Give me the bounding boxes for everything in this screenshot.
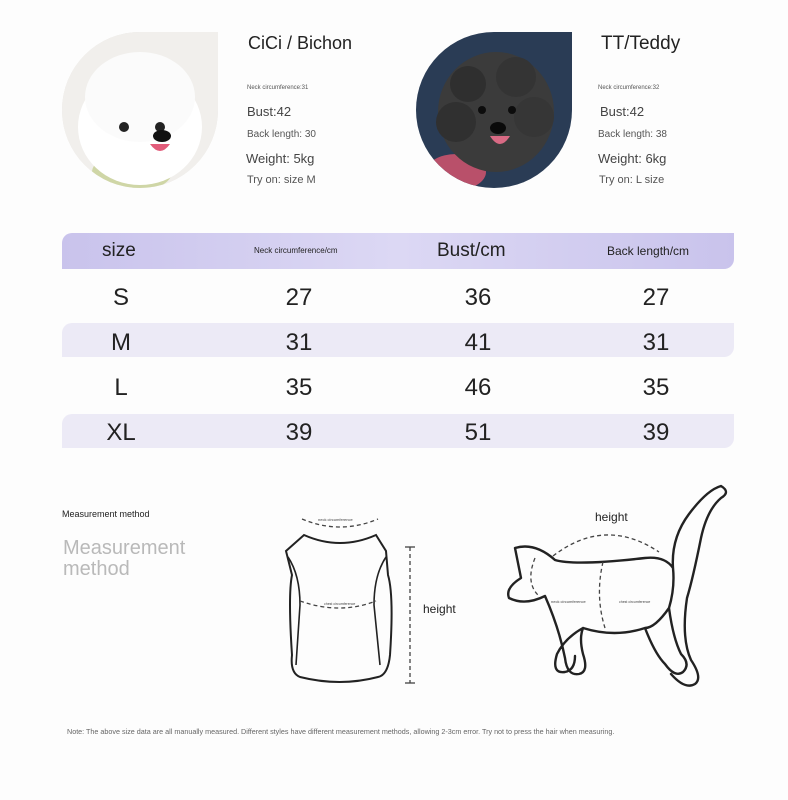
table-cell-neck: 31 (285, 329, 313, 356)
table-cell-back: 39 (642, 419, 670, 446)
black-poodle-dog-icon (416, 32, 572, 188)
header-size: size (102, 240, 136, 261)
cat-neck-label: neck circumference (551, 599, 586, 604)
pet-name: CiCi / Bichon (248, 33, 353, 53)
pet-back-length: Back length: 30 (247, 129, 316, 140)
pet-try-on: Try on: size M (247, 174, 316, 186)
pet-neck: Neck circumference:31 (247, 85, 309, 91)
pet-photo-bichon (62, 32, 218, 188)
pet-bust: Bust:42 (600, 104, 645, 119)
header-bust: Bust/cm (437, 240, 506, 261)
table-cell-bust: 41 (464, 329, 492, 356)
table-cell-neck: 39 (285, 419, 313, 446)
white-bichon-dog-icon (62, 32, 218, 188)
cat-chest-label: chest circumference (619, 600, 651, 604)
table-cell-neck: 27 (285, 284, 313, 311)
shirt-chest-label: chest circumference (324, 602, 356, 606)
measurement-note: Note: The above size data are all manually measured. Different styles have different measurement methods, allowing 2-3cm error. Try not to press the hair when measuring. (67, 727, 615, 736)
table-cell-size: L (114, 374, 128, 401)
pet-try-on: Try on: L size (599, 174, 665, 186)
cat-chest-dashline (599, 562, 605, 628)
shirt-neck-label: neck circumference (318, 517, 353, 522)
table-cell-back: 27 (642, 284, 670, 311)
table-cell-bust: 36 (464, 284, 492, 311)
header-neck: Neck circumference/cm (254, 246, 338, 255)
pet-weight: Weight: 5kg (246, 151, 315, 166)
shirt-height-label: height (423, 602, 456, 616)
pet-photo-teddy (416, 32, 572, 188)
table-cell-back: 31 (642, 329, 670, 356)
size-table-header (62, 233, 734, 269)
measurement-small-title: Measurement method (62, 509, 150, 519)
cat-measurement-diagram (495, 478, 735, 688)
pet-neck: Neck circumference:32 (598, 85, 660, 91)
cat-height-dashline (553, 535, 659, 556)
cat-height-label: height (595, 510, 628, 524)
pet-weight: Weight: 6kg (598, 151, 667, 166)
measurement-big-title: Measurement method (63, 537, 186, 580)
shirt-measurement-diagram (270, 505, 470, 695)
table-cell-size: S (112, 284, 129, 311)
table-cell-size: M (111, 329, 131, 356)
pet-back-length: Back length: 38 (598, 129, 667, 140)
table-cell-bust: 46 (464, 374, 492, 401)
table-cell-bust: 51 (464, 419, 492, 446)
header-back-length: Back length/cm (607, 244, 690, 258)
table-cell-size: XL (106, 419, 136, 446)
table-cell-neck: 35 (285, 374, 313, 401)
pet-name: TT/Teddy (601, 33, 681, 54)
table-cell-back: 35 (642, 374, 670, 401)
shirt-outline (286, 535, 392, 682)
pet-bust: Bust:42 (247, 104, 292, 119)
cat-neck-dashline (531, 558, 539, 596)
